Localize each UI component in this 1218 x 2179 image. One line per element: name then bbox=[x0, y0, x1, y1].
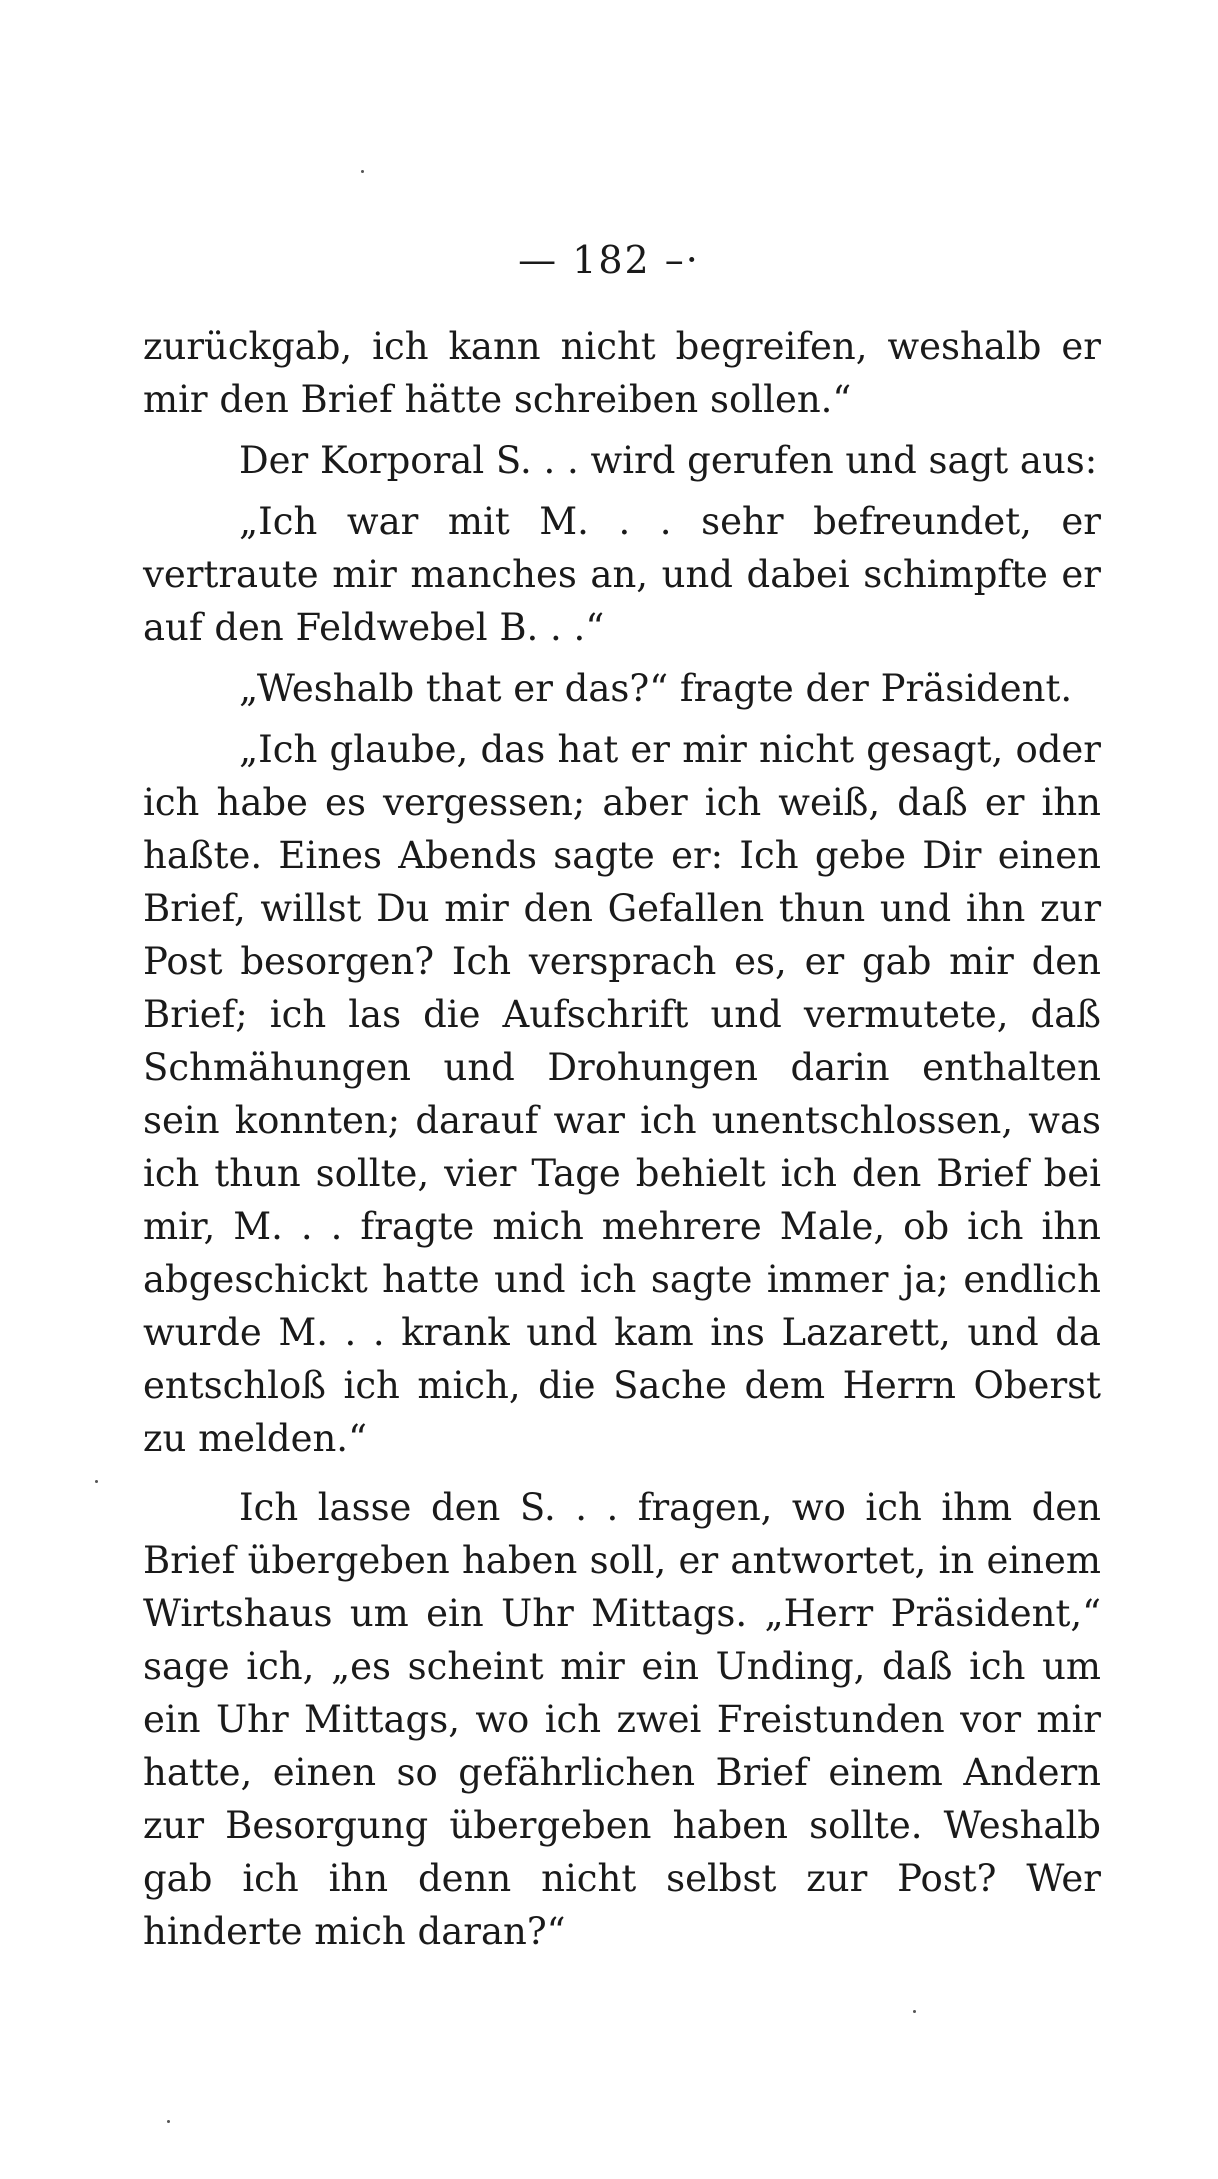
paper-speck bbox=[913, 2010, 916, 2013]
paragraph-rebuttal: Ich lasse den S. . . fragen, wo ich ihm den Brief übergeben haben soll, er antwortet, in einem Wirtshaus um ein Uhr Mittags. „Herr Präsident,“ sage ich, „es scheint mir ein Unding, daß ich um ein Uhr Mittags, wo ich zwei Freistunden vor mir hatte, einen so gefährlichen Brief einem Andern zur Besorgung übergeben haben sollte. Weshalb gab ich ihn denn nicht selbst zur Post? Wer hinderte mich daran?“ bbox=[143, 1486, 1101, 1953]
paper-speck bbox=[167, 2120, 170, 2123]
paragraph-testimony-letter: „Ich glaube, das hat er mir nicht gesagt, oder ich habe es vergessen; aber ich weiß, daß er ihn haßte. Eines Abends sagte er: Ich gebe Dir einen Brief, willst Du mir den Gefallen thun und ihn zur Post besorgen? Ich versprach es, er gab mir den Brief; ich las die Aufschrift und vermutete, daß Schmähungen und Drohungen darin enthalten sein konnten; darauf war ich unentschlossen, was ich thun sollte, vier Tage behielt ich den Brief bei mir, M. . . fragte mich mehrere Male, ob ich ihn abgeschickt hatte und ich sagte immer ja; endlich wurde M. . . krank und kam ins Lazarett, und da entschloß ich mich, die Sache dem Herrn Oberst zu melden.“ bbox=[143, 728, 1101, 1460]
page-number: — 182 –· bbox=[518, 238, 700, 282]
paragraph-korporal-called: Der Korporal S. . . wird gerufen und sagt aus: bbox=[239, 439, 1098, 482]
paragraph-president-question: „Weshalb that er das?“ fragte der Präsident. bbox=[239, 667, 1073, 710]
paragraph-testimony-start: „Ich war mit M. . . sehr befreundet, er vertraute mir manches an, und dabei schimpfte er auf den Feldwebel B. . .“ bbox=[143, 500, 1101, 649]
paper-speck bbox=[361, 170, 364, 173]
body-text bbox=[143, 320, 1101, 1966]
paragraph-continuation: zurückgab, ich kann nicht begreifen, weshalb er mir den Brief hätte schreiben sollen.“ bbox=[143, 325, 1101, 421]
paper-speck bbox=[95, 1480, 98, 1483]
